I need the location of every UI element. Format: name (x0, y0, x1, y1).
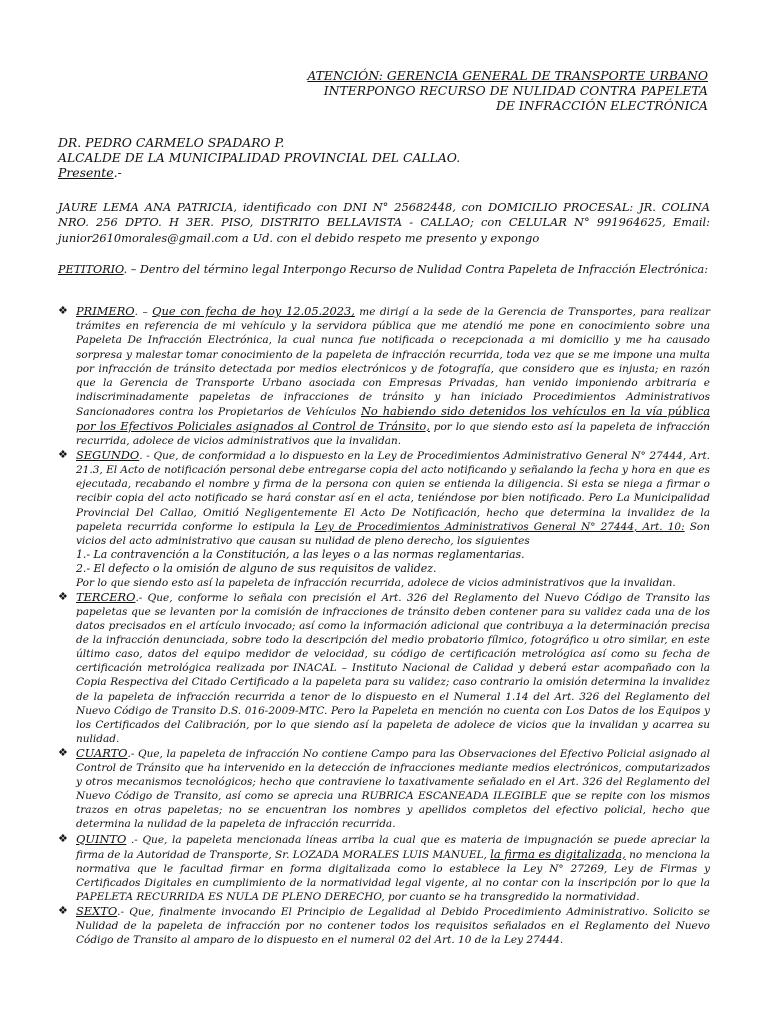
item-sexto (58, 904, 710, 947)
item-segundo-underlined: Ley de Procedimientos Administrativos General N° 27444, Art. 10: (314, 520, 685, 533)
header-line-1: ATENCIÓN: GERENCIA GENERAL DE TRANSPORTE URBANO (307, 68, 708, 83)
item-quinto (58, 832, 710, 904)
header-line-3: DE INFRACCIÓN ELECTRÓNICA (495, 98, 708, 113)
item-primero-label: PRIMERO (76, 304, 135, 319)
item-cuarto (58, 746, 710, 832)
item-tercero-label: TERCERO (76, 589, 136, 604)
item-primero-date: Que con fecha de hoy 12.05.2023, (152, 304, 355, 319)
item-cuarto-text: .- Que, la papeleta de infracción No contiene Campo para las Observaciones del Efectivo Policial asignado al Control de Tránsito que ha intervenido en la detección de infracciones mediante medios electrónicos, computarizados y otros mecanismos tecnológicos; hecho que contraviene lo taxativamente señalado en el Art. 326 del Reglamento del Nuevo Código de Transito, así como se aprecia una RUBRICA ESCANEADA ILEGIBLE que se repite con los mismos trazos en otras papeletas; no se encuentran los nombres y apellidos completos del efectivo policial, hecho que determina la nulidad de la papeleta de infracción recurrida. (76, 747, 710, 831)
addressee-title: ALCALDE DE LA MUNICIPALIDAD PROVINCIAL DEL CALLAO. (58, 150, 461, 165)
presente-suffix: .- (113, 165, 122, 180)
diamond-bullet-icon: ❖ (58, 745, 68, 759)
document-header (58, 68, 708, 113)
item-primero-text1: me dirigí a la sede de la Gerencia de Transportes, para realizar trámites en referencia de mi vehículo y la servidora pública que me atendió me pone en conocimiento sobre una Papeleta De Infracción Electrónica, la cual nunca fue notificada o recepcionada a mi domicilio y me ha causado sorpresa y malestar tomar conocimiento de la papeleta de infracción recurrida, toda vez que se me impone una multa por infracción de tránsito detectada por medios electrónicos y de fotografía, que considero que es injusta; en razón que la Gerencia de Transporte Urbano asociada con Empresas Privadas, han venido imponiendo arbitraria e indiscriminadamente papeletas de infracciones de tránsito y han iniciado Procedimientos Administrativos Sancionadores contra los Propietarios de Vehículos (76, 306, 710, 418)
item-segundo-sub2: 2.- El defecto o la omisión de alguno de sus requisitos de validez. (76, 561, 437, 575)
diamond-bullet-icon: ❖ (58, 448, 68, 462)
items-list (58, 304, 710, 947)
presente-label: Presente (58, 165, 114, 180)
item-segundo-label: SEGUNDO (76, 448, 140, 463)
item-tercero-text: .- Que, conforme lo señala con precisión el Art. 326 del Reglamento del Nuevo Código de Transito las papeletas que se levanten por la comisión de infracciones de tránsito deben contener para su validez cada una de los datos precisados en el artículo invocado; así como la información adicional que contribuya a la determinación precisa de la infracción denunciada, sobre todo la descripción del medio probatorio fílmico, fotográfico u otro similar, en este último caso, datos del equipo medidor de velocidad, su código de certificación metrológica así como su fecha de certificación metrológica realizada por INACAL – Instituto Nacional de Calidad y deberá estar acompañado con la Copia Respectiva del Citado Certificado a la papeleta para su validez; caso contrario la omisión determina la invalidez de la papeleta de infracción recurrida a tenor de lo dispuesto en el Numeral 1.14 del Art. 326 del Reglamento del Nuevo Código de Transito D.S. 016-2009-MTC. Pero la Papeleta en mención no cuenta con Los Datos de los Equipos y los Certificados del Calibración, por lo que siendo así la papeleta de adolece de vicios que la invalidan y acarrea su nulidad. (76, 591, 710, 745)
item-primero-underlined: No habiendo sido detenidos los vehículos en la vía pública por los Efectivos Policiales asignados al Control de Tránsito, (76, 403, 710, 433)
header-line-2: INTERPONGO RECURSO DE NULIDAD CONTRA PAPELETA (323, 83, 708, 98)
item-segundo-text2: Son vicios del acto administrativo que causan su nulidad de pleno derecho, los siguientes (76, 520, 710, 547)
petitorio-label: PETITORIO (58, 263, 124, 277)
item-primero-sep: . – (134, 306, 153, 319)
item-tercero (58, 590, 710, 746)
item-segundo-sub1: 1.- La contravención a la Constitución, a las leyes o a las normas reglamentarias. (76, 547, 525, 561)
item-sexto-label: SEXTO (76, 903, 118, 918)
petitorio-text: . – Dentro del término legal Interpongo Recurso de Nulidad Contra Papeleta de Infracción Electrónica: (123, 263, 708, 277)
item-primero-text2: por lo que siendo esto así la papeleta de infracción recurrida, adolece de vicios administrativos que la invalidan. (76, 420, 710, 448)
diamond-bullet-icon: ❖ (58, 589, 68, 603)
item-sexto-text: .- Que, finalmente invocando El Principio de Legalidad al Debido Procedimiento Administrativo. Solicito se Nulidad de la papeleta de infracción por no contener todos los requisitos señalados en el Reglamento del Nuevo Código de Transito al amparo de lo dispuesto en el numeral 02 del Art. 10 de la Ley 27444. (76, 905, 710, 947)
addressee-name: DR. PEDRO CARMELO SPADARO P. (58, 135, 285, 150)
presente-line (58, 165, 710, 180)
item-segundo-sub3: Por lo que siendo esto así la papeleta de infracción recurrida, adolece de vicios administrativos que la invalidan. (76, 576, 676, 589)
item-cuarto-label: CUARTO (76, 745, 128, 760)
item-segundo-text1: . - Que, de conformidad a lo dispuesto en la Ley de Procedimientos Administrativo General N° 27444, Art. 21.3, El Acto de notificación personal debe entregarse copia del acto notificando y señalando la fecha y hora en que es ejecutada, recabando el nombre y firma de la persona con quien se entienda la diligencia. Si esta se niega a firmar o recibir copia del acto notificado se hará constar así en el acta, teniéndose por bien notificado. Pero La Municipalidad Provincial Del Callao, Omitió Negligentemente El Acto De Notificación, hecho que determina la invalidez de la papeleta recurrida conforme lo estipula la (76, 450, 710, 533)
petitorio-paragraph (58, 262, 710, 277)
item-primero (58, 304, 710, 448)
item-segundo (58, 448, 710, 590)
diamond-bullet-icon: ❖ (58, 831, 68, 845)
item-quinto-text2: no menciona la normativa que le facultad firmar en forma digitalizada como lo establece la Ley N° 27269, Ley de Firmas y Certificados Digitales en cumplimiento de la normatividad legal vigente, al no contar con la inscripción por lo que la PAPELETA RECURRIDA ES NULA DE PLENO DERECHO, por cuanto se ha transgredido la normatividad. (76, 848, 710, 903)
item-quinto-underlined: la firma es digitalizada, (490, 846, 626, 861)
diamond-bullet-icon: ❖ (58, 304, 68, 318)
item-quinto-label: QUINTO (76, 831, 127, 846)
item-quinto-text1: .- Que, la papeleta mencionada líneas arriba la cual que es materia de impugnación se puede apreciar la firma de la Autoridad de Transporte, Sr. LOZADA MORALES LUIS MANUEL, (76, 833, 710, 861)
addressee-block (58, 135, 710, 180)
diamond-bullet-icon: ❖ (58, 903, 68, 917)
intro-paragraph: JAURE LEMA ANA PATRICIA, identificado con DNI N° 25682448, con DOMICILIO PROCESAL: JR. COLINA NRO. 256 DPTO. H 3ER. PISO, DISTRITO BELLAVISTA - CALLAO; con CELULAR N° 991964625, Email: junior2610morales@gmail.com a Ud. con el debido respeto me presento y expongo (58, 200, 710, 245)
